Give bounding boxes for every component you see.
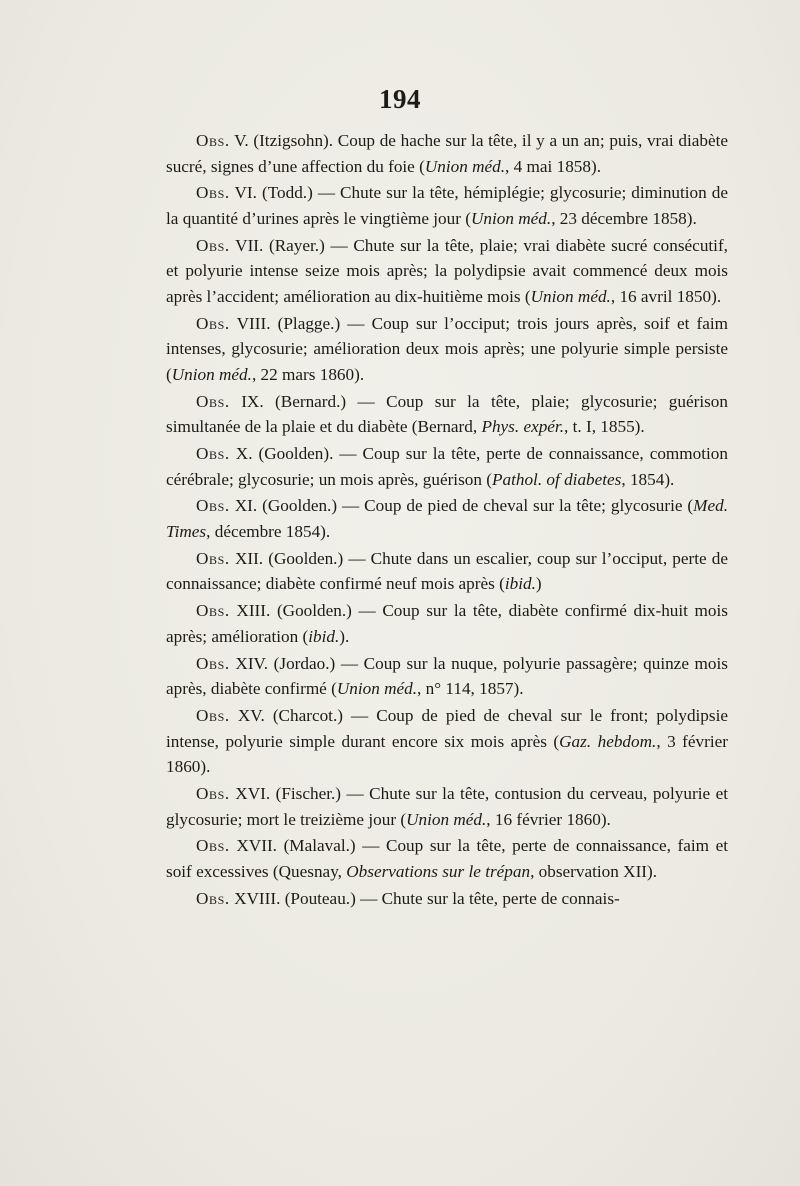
obs-citation: )	[535, 574, 542, 594]
observations-list	[166, 128, 728, 912]
obs-label: Obs.	[196, 131, 230, 150]
obs-label: Obs.	[196, 496, 230, 516]
obs-number: X.	[229, 444, 259, 464]
obs-number: V.	[229, 131, 254, 150]
observation-entry	[166, 389, 728, 440]
obs-reference: Union méd.	[171, 364, 252, 384]
obs-number: VIII.	[229, 313, 278, 333]
obs-number: VI.	[229, 183, 262, 203]
obs-citation: , 23 décembre 1858).	[551, 208, 697, 228]
obs-text: (Goolden.) — Coup sur la tête, diabète confirmé dix-huit mois après; amélioration (	[166, 601, 728, 646]
obs-number: XII.	[229, 548, 269, 568]
obs-citation: , 16 avril 1850).	[610, 286, 722, 306]
obs-number: XVI.	[229, 783, 276, 803]
observation-entry	[166, 703, 728, 780]
obs-text: (Goolden.) — Chute dans un escalier, coup sur l’occiput, perte de connaissance; diabète confirmé neuf mois après (	[166, 548, 728, 594]
obs-label: Obs.	[196, 836, 230, 856]
obs-text: (Rayer.) — Chute sur la tête, plaie; vrai diabète sucré consécutif, et polyurie intense seize mois après; la polydipsie avait commencé deux mois après l’accident; amélioration au dix-huitième mois (	[166, 235, 728, 306]
obs-citation: , 22 mars 1860).	[251, 364, 365, 384]
obs-reference: ibid.	[504, 574, 536, 594]
observation-entry	[166, 598, 728, 649]
obs-label: Obs.	[196, 783, 230, 803]
obs-text: (Todd.) — Chute sur la tête, hémiplégie; glycosurie; diminution de la quantité d’urines après le vingtième jour (	[166, 183, 729, 228]
obs-text: (Charcot.) — Coup de pied de cheval sur le front; polydipsie intense, polyurie simple durant encore six mois après (	[166, 705, 728, 751]
obs-text: (Itzigsohn). Coup de hache sur la tête, il y a un an; puis, vrai diabète sucré, signes d’une affection du foie (	[166, 131, 728, 176]
obs-reference: Gaz. hebdom.	[559, 731, 657, 751]
obs-text: (Bernard.) — Coup sur la tête, plaie; glycosurie; guérison simultanée de la plaie et du diabète (Bernard,	[166, 391, 728, 437]
obs-label: Obs.	[196, 548, 230, 568]
obs-text: (Malaval.) — Coup sur la tête, perte de connaissance, faim et soif excessives (Quesnay,	[166, 836, 728, 881]
obs-reference: Union méd.	[336, 679, 418, 699]
obs-text: (Goolden.) — Coup de pied de cheval sur la tête; glycosurie (	[262, 496, 694, 516]
obs-number: XVIII.	[229, 888, 285, 908]
observation-entry	[166, 651, 728, 702]
obs-label: Obs.	[196, 391, 230, 411]
obs-citation: , t. I, 1855).	[564, 417, 645, 437]
observation-entry	[166, 781, 728, 832]
obs-label: Obs.	[196, 888, 230, 908]
obs-text: (Jordao.) — Coup sur la nuque, polyurie passagère; quinze mois après, diabète confirmé (	[166, 653, 728, 699]
obs-citation: , 4 mai 1858).	[505, 156, 601, 176]
obs-text: (Fischer.) — Chute sur la tête, contusion du cerveau, polyurie et glycosurie; mort le treizième jour (	[166, 783, 728, 829]
observation-entry	[166, 180, 728, 231]
obs-label: Obs.	[196, 183, 230, 203]
obs-reference: ibid.	[308, 626, 340, 646]
page-number: 194	[379, 84, 421, 114]
observation-entry	[166, 311, 728, 388]
obs-reference: Union méd.	[470, 208, 552, 228]
obs-reference: Union méd.	[406, 809, 487, 829]
obs-number: XI.	[229, 496, 263, 516]
observation-entry	[166, 233, 728, 310]
obs-number: XIV.	[229, 653, 274, 673]
observation-entry	[166, 546, 728, 597]
obs-reference: Med. Times	[166, 496, 728, 542]
obs-label: Obs.	[196, 444, 230, 464]
obs-citation: , 16 février 1860).	[486, 809, 611, 829]
obs-citation: , observation XII).	[530, 861, 658, 881]
obs-reference: Observations sur le trépan	[346, 861, 531, 881]
obs-text: (Pouteau.) — Chute sur la tête, perte de connais-	[284, 888, 620, 908]
observation-entry	[166, 128, 728, 179]
obs-number: XVII.	[229, 836, 284, 856]
obs-text: (Goolden). — Coup sur la tête, perte de connaissance, commotion cérébrale; glycosurie; un mois après, guérison (	[166, 444, 728, 489]
obs-text: (Plagge.) — Coup sur l’occiput; trois jours après, soif et faim intenses, glycosurie; amélioration deux mois après; une polyurie simple persiste (	[166, 313, 728, 384]
obs-reference: Union méd.	[424, 156, 506, 176]
obs-reference: Union méd.	[530, 286, 611, 306]
observation-entry	[166, 886, 728, 912]
obs-number: VII.	[229, 235, 269, 255]
obs-citation: , 1854).	[621, 469, 675, 489]
obs-citation: , n° 114, 1857).	[417, 679, 524, 699]
obs-label: Obs.	[196, 653, 230, 673]
obs-reference: Phys. expér.	[481, 417, 565, 437]
obs-label: Obs.	[196, 705, 230, 725]
obs-reference: Pathol. of diabetes	[491, 469, 622, 489]
obs-citation: , décembre 1854).	[206, 522, 331, 542]
obs-label: Obs.	[196, 313, 230, 333]
observation-entry	[166, 441, 728, 492]
obs-number: XIII.	[229, 601, 277, 621]
obs-citation: , 3 février 1860).	[166, 731, 728, 777]
observation-entry	[166, 833, 728, 884]
observation-entry	[166, 493, 728, 544]
obs-number: XV.	[229, 705, 273, 725]
obs-number: IX.	[229, 391, 276, 411]
obs-label: Obs.	[196, 601, 230, 621]
obs-label: Obs.	[196, 235, 230, 255]
obs-citation: ).	[339, 626, 350, 646]
